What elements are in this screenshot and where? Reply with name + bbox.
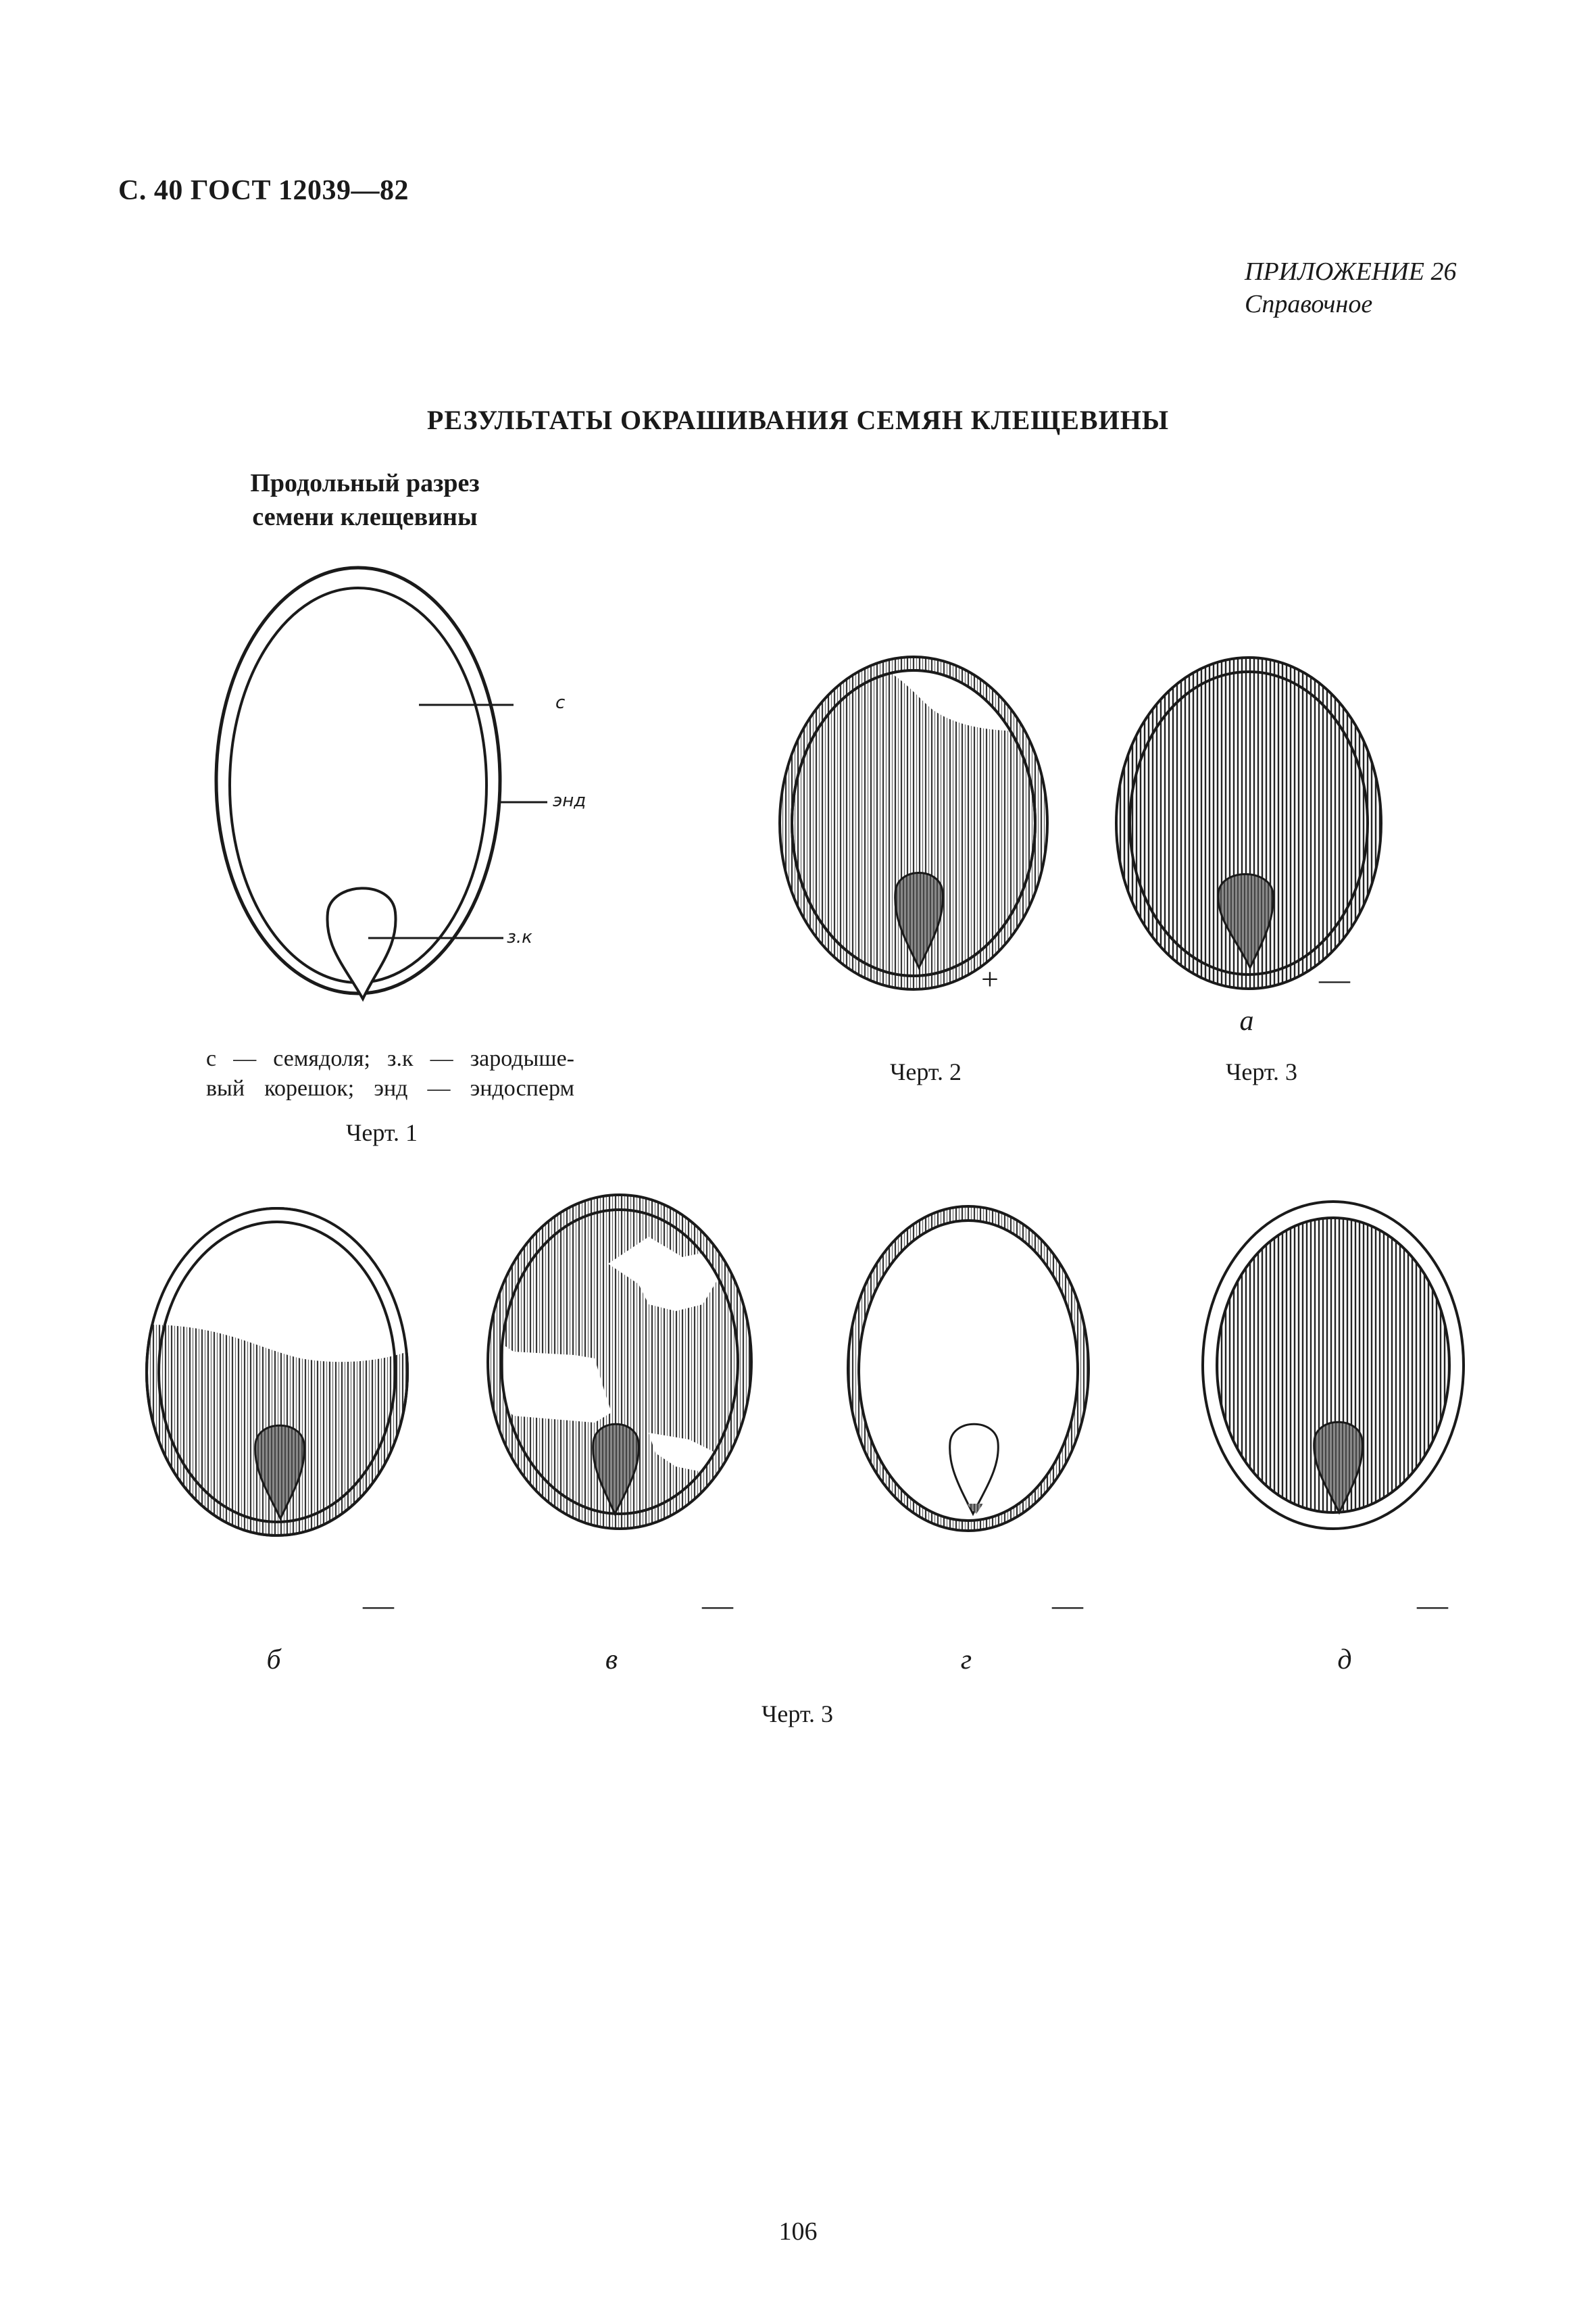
figure3a-caption: Черт. 3 <box>1226 1058 1297 1085</box>
figure1-caption: Черт. 1 <box>346 1119 418 1146</box>
appendix-type: Справочное <box>1245 290 1373 318</box>
label-cotyledon: с <box>555 693 566 713</box>
figure3g-letter: г <box>960 1644 972 1675</box>
figure3d-letter: д <box>1337 1644 1352 1675</box>
figure3v-letter: в <box>605 1644 618 1675</box>
figure1-subtitle-line1: Продольный разрез <box>250 469 480 497</box>
figure3b-letter: б <box>266 1644 281 1675</box>
figure2-seed <box>780 656 1047 989</box>
figure1-legend <box>206 1044 574 1104</box>
figure2-sign: + <box>981 962 999 996</box>
figure3a-sign: — <box>1319 962 1350 996</box>
label-endosperm: энд <box>553 791 587 811</box>
figure3g-sign: — <box>1052 1587 1083 1622</box>
figure1-legend-line2: вый корешок; энд — эндосперм <box>206 1076 574 1101</box>
figure3b-seed <box>147 1208 407 1535</box>
figure1-seed-diagram <box>216 568 547 999</box>
page-number: 106 <box>778 2217 818 2246</box>
figure3d-sign: — <box>1417 1587 1448 1622</box>
figure1-legend-line1: с — семядоля; з.к — зародыше- <box>206 1046 574 1071</box>
figure3g-seed <box>848 1206 1089 1531</box>
figure1-subtitle-line2: семени клещевины <box>252 503 478 531</box>
figure3-row-caption: Черт. 3 <box>762 1700 833 1727</box>
document-title: РЕЗУЛЬТАТЫ ОКРАШИВАНИЯ СЕМЯН КЛЕЩЕВИНЫ <box>426 405 1170 435</box>
appendix-label: ПРИЛОЖЕНИЕ 26 <box>1245 257 1457 286</box>
page-header: С. 40 ГОСТ 12039—82 <box>118 175 409 206</box>
figure3a-letter: а <box>1239 1006 1254 1037</box>
figure2-caption: Черт. 2 <box>890 1058 962 1085</box>
figure3b-sign: — <box>363 1587 394 1622</box>
figure3a-seed <box>1116 658 1381 989</box>
figure3d-seed <box>1203 1202 1464 1529</box>
label-radicle: з.к <box>507 927 532 947</box>
figure3v-seed <box>488 1195 751 1529</box>
figure3v-sign: — <box>702 1587 733 1622</box>
